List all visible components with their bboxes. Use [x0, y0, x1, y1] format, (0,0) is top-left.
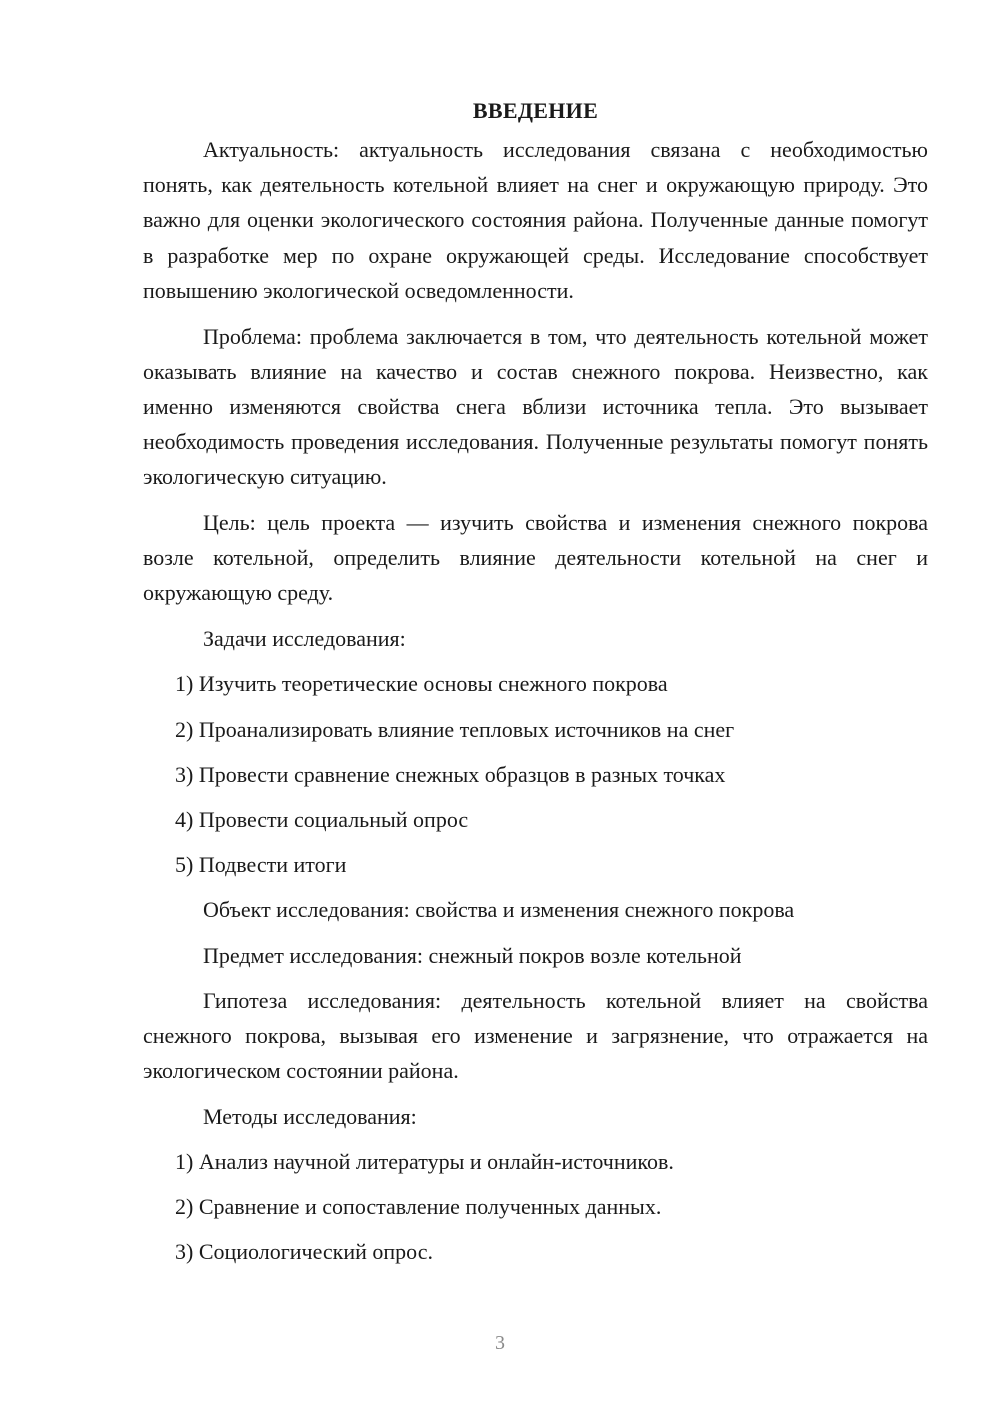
tasks-heading: Задачи исследования:	[203, 626, 406, 652]
problem-paragraph: Проблема: проблема заключается в том, что деятельность котельной может оказывать влияние на качество и состав снежного покрова. Неизвестно, как именно изменяются свойства снега вблизи источника тепла. Это вызывает необходимость проведения исследования. Полученные результаты помогут понять экологическую ситуацию.	[143, 323, 928, 490]
task-item: 4) Провести социальный опрос	[175, 806, 469, 832]
relevance-paragraph: Актуальность: актуальность исследования связана с необходимостью понять, как деятельность котельной влияет на снег и окружающую природу. Это важно для оценки экологического состояния района. Полученные данные помогут в разработке мер по охране окружающей среды. Исследование способствует повышению экологической осведомленности.	[143, 137, 928, 303]
page-title: ВВЕДЕНИЕ	[472, 98, 599, 123]
hypothesis-paragraph: Гипотеза исследования: деятельность котельной влияет на свойства снежного покрова, вызывая его изменение и загрязнение, что отражается на экологическом состоянии района.	[143, 987, 928, 1084]
method-item: 1) Анализ научной литературы и онлайн-источников.	[175, 1149, 674, 1175]
document-page	[143, 93, 928, 1280]
method-item: 2) Сравнение и сопоставление полученных данных.	[175, 1194, 662, 1220]
methods-heading: Методы исследования:	[203, 1103, 417, 1129]
page-number: 3	[495, 1332, 505, 1354]
research-object: Объект исследования: свойства и изменения снежного покрова	[203, 897, 795, 923]
method-item: 3) Социологический опрос.	[175, 1239, 433, 1265]
task-item: 5) Подвести итоги	[175, 852, 347, 878]
research-subject: Предмет исследования: снежный покров возле котельной	[203, 942, 742, 968]
task-item: 2) Проанализировать влияние тепловых источников на снег	[175, 716, 735, 742]
task-item: 1) Изучить теоретические основы снежного покрова	[175, 671, 668, 697]
goal-paragraph: Цель: цель проекта — изучить свойства и изменения снежного покрова возле котельной, определить влияние деятельности котельной на снег и окружающую среду.	[143, 510, 928, 606]
task-item: 3) Провести сравнение снежных образцов в разных точках	[175, 761, 726, 787]
